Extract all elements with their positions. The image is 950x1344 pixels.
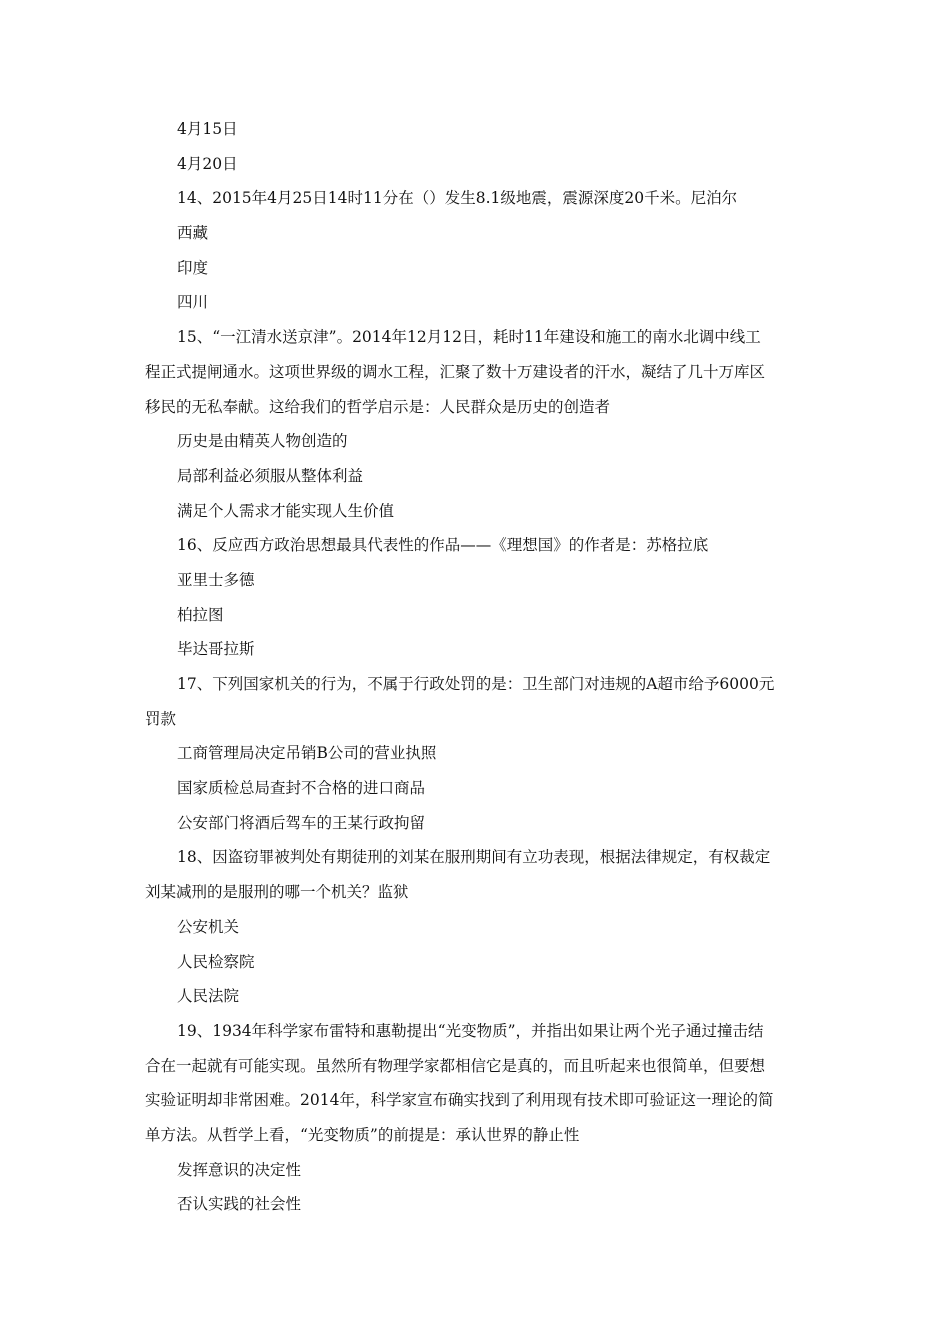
question-text-continued: 移民的无私奉献。这给我们的哲学启示是：人民群众是历史的创造者 bbox=[145, 397, 611, 416]
answer-option: 人民检察院 bbox=[177, 952, 255, 971]
answer-option: 毕达哥拉斯 bbox=[177, 640, 255, 659]
answer-option: 西藏 bbox=[177, 224, 209, 243]
answer-option: 工商管理局决定吊销B公司的营业执照 bbox=[177, 744, 437, 763]
answer-option: 柏拉图 bbox=[177, 605, 224, 624]
question-text-continued: 程正式提闸通水。这项世界级的调水工程，汇聚了数十万建设者的汗水，凝结了几十万库区 bbox=[145, 362, 766, 381]
answer-option: 满足个人需求才能实现人生价值 bbox=[177, 501, 395, 520]
answer-option: 发挥意识的决定性 bbox=[177, 1160, 302, 1179]
answer-option: 局部利益必须服从整体利益 bbox=[177, 466, 364, 485]
answer-option: 4月20日 bbox=[177, 154, 238, 173]
question-text: 16、反应西方政治思想最具代表性的作品——《理想国》的作者是：苏格拉底 bbox=[177, 536, 709, 555]
question-text-continued: 单方法。从哲学上看，“光变物质”的前提是：承认世界的静止性 bbox=[145, 1125, 580, 1144]
question-text-continued: 实验证明却非常困难。2014年，科学家宣布确实找到了利用现有技术即可验证这一理论的简 bbox=[145, 1091, 774, 1110]
answer-option: 否认实践的社会性 bbox=[177, 1195, 302, 1214]
answer-option: 4月15日 bbox=[177, 120, 238, 138]
answer-option: 公安机关 bbox=[177, 917, 240, 936]
question-text-continued: 罚款 bbox=[145, 709, 177, 728]
question-text: 18、因盗窃罪被判处有期徒刑的刘某在服刑期间有立功表现，根据法律规定，有权裁定 bbox=[177, 848, 771, 867]
answer-option: 亚里士多德 bbox=[177, 570, 255, 589]
question-text: 14、2015年4月25日14时11分在（）发生8.1级地震，震源深度20千米。尼泊尔 bbox=[177, 189, 738, 208]
document-body bbox=[145, 112, 810, 1222]
answer-option: 国家质检总局查封不合格的进口商品 bbox=[177, 779, 426, 798]
answer-option: 公安部门将酒后驾车的王某行政拘留 bbox=[177, 813, 426, 832]
answer-option: 四川 bbox=[177, 293, 209, 312]
question-text: 15、“一江清水送京津”。2014年12月12日，耗时11年建设和施工的南水北调中线工 bbox=[177, 328, 761, 347]
question-text-continued: 合在一起就有可能实现。虽然所有物理学家都相信它是真的，而且听起来也很简单，但要想 bbox=[145, 1056, 766, 1075]
question-text-continued: 刘某减刑的是服刑的哪一个机关？监狱 bbox=[145, 883, 409, 902]
answer-option: 历史是由精英人物创造的 bbox=[177, 432, 348, 451]
answer-option: 人民法院 bbox=[177, 987, 240, 1006]
question-text: 17、下列国家机关的行为，不属于行政处罚的是：卫生部门对违规的A超市给予6000元 bbox=[177, 675, 775, 693]
answer-option: 印度 bbox=[177, 258, 209, 277]
question-text: 19、1934年科学家布雷特和惠勒提出“光变物质”，并指出如果让两个光子通过撞击结 bbox=[177, 1021, 764, 1040]
